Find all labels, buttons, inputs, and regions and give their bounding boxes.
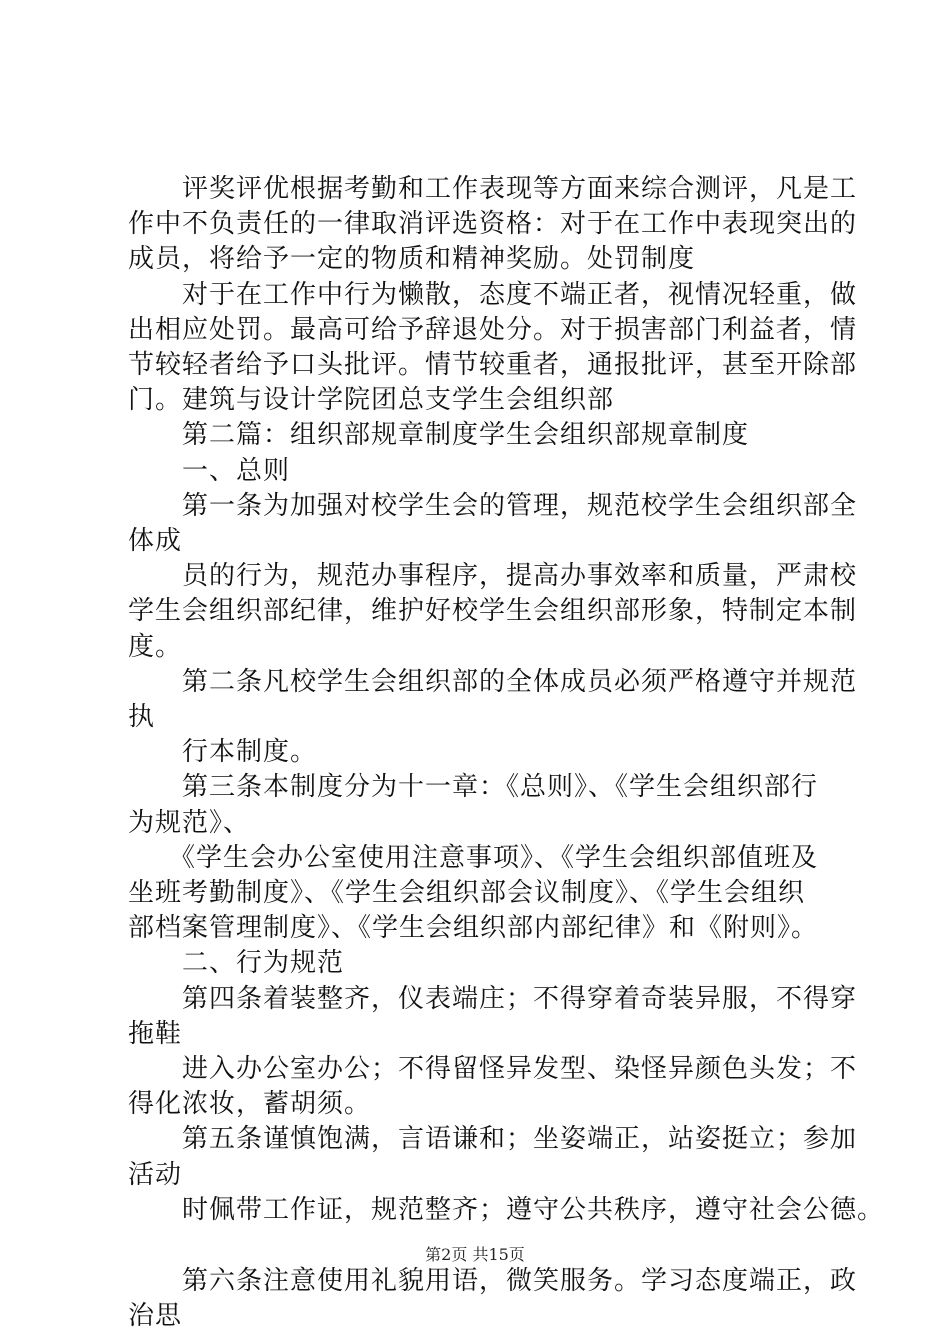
text-line: 《学生会办公室使用注意事项》、《学生会组织部值班及 [128,842,819,873]
text-line: 第三条本制度分为十一章：《总则》、《学生会组织部行 [128,772,819,803]
text-line: 为规范》、 [128,807,251,838]
text-line: 活动 [128,1159,183,1190]
text-line: 评奖评优根据考勤和工作表现等方面来综合测评，凡是工 [128,174,858,204]
text-line: 第一条为加强对校学生会的管理，规范校学生会组织部全 [128,490,858,521]
text-line: 部档案管理制度》、《学生会组织部内部纪律》和《附则》。 [128,913,819,944]
text-line: 行本制度。 [128,737,318,768]
text-line: 执 [128,702,156,733]
text-line: 时佩带工作证，规范整齐；遵守公共秩序，遵守社会公德。 [128,1194,885,1225]
text-line: 门。建筑与设计学院团总支学生会组织部 [128,385,615,416]
text-line: 第五条谨慎饱满，言语谦和；坐姿端正，站姿挺立；参加 [128,1124,858,1155]
text-line: 拖鞋 [128,1018,183,1049]
text-line: 成员，将给予一定的物质和精神奖励。处罚制度 [128,244,696,275]
text-line: 第二篇：组织部规章制度学生会组织部规章制度 [128,420,750,451]
text-line: 度。 [128,631,183,662]
text-line: 员的行为，规范办事程序，提高办事效率和质量，严肃校 [128,561,858,592]
text-line: 一、总则 [128,455,291,486]
text-line: 对于在工作中行为懒散，态度不端正者，视情况轻重，做 [128,279,858,310]
text-line: 得化浓妆，蓄胡须。 [128,1089,372,1120]
text-line: 坐班考勤制度》、《学生会组织部会议制度》、《学生会组织 [128,878,806,909]
text-line: 作中不负责任的一律取消评选资格：对于在工作中表现突出的 [128,209,858,240]
text-line: 二、行为规范 [128,948,345,979]
text-line: 节较轻者给予口头批评。情节较重者，通报批评，甚至开除部 [128,350,858,381]
text-line: 进入办公室办公；不得留怪异发型、染怪异颜色头发；不 [128,1054,858,1085]
document-body [128,172,885,1335]
text-line: 第二条凡校学生会组织部的全体成员必须严格遵守并规范 [128,666,858,697]
text-line: 学生会组织部纪律，维护好校学生会组织部形象，特制定本制 [128,596,858,627]
text-line: 体成 [128,526,183,557]
text-line: 第六条注意使用礼貌用语，微笑服务。学习态度端正，政 [128,1266,858,1297]
text-line: 第四条着装整齐，仪表端庄；不得穿着奇装异服，不得穿 [128,983,858,1014]
page-number: 第2页 共15页 [425,1245,525,1264]
text-line: 出相应处罚。最高可给予辞退处分。对于损害部门利益者，情 [128,314,858,345]
text-line: 治思 [128,1301,183,1332]
